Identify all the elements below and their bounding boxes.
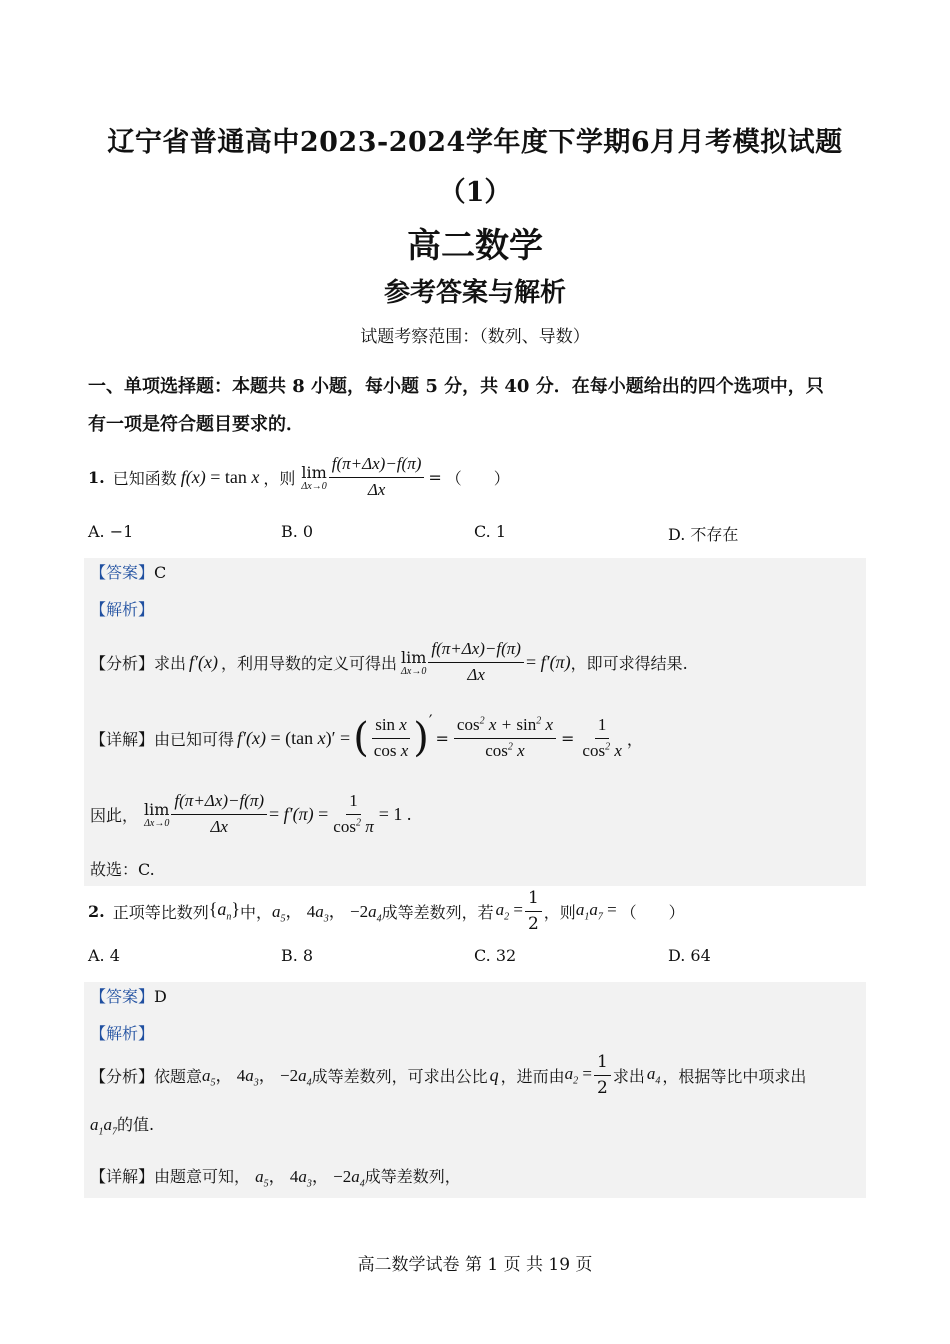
answer-blank: （ ） bbox=[620, 902, 685, 922]
q2-option-a: A. 4 bbox=[88, 946, 120, 965]
section-heading-line1: 一、单项选择题：本题共 8 小题，每小题 5 分，共 40 分．在每小题给出的四个选项中，只 bbox=[88, 376, 824, 397]
fenxi-text-f: 的值. bbox=[117, 1115, 155, 1134]
fenxi-text-e: ，根据等比中项求出 bbox=[662, 1066, 807, 1086]
q1-answer bbox=[90, 560, 166, 583]
exam-scope: 试题考察范围：（数列、导数） bbox=[360, 327, 590, 347]
q2-detail: 【详解】由题意可知， $a_5$， $4a_3$， $-2a_4$成等差数列， bbox=[90, 1167, 461, 1190]
answer-value: D bbox=[154, 987, 167, 1006]
detail-text-b: 成等差数列， bbox=[364, 1167, 461, 1186]
detail-text-a: 由已知可得 bbox=[154, 729, 235, 749]
fenxi-text-a: 求出 bbox=[154, 653, 187, 673]
question-number: 2. bbox=[88, 901, 105, 921]
q2-answer bbox=[90, 984, 167, 1007]
page-footer: 高二数学试卷 第 1 页 共 19 页 bbox=[357, 1255, 593, 1275]
fenxi-tag: 【分析】 bbox=[90, 653, 155, 673]
answer-tag: 【答案】 bbox=[90, 987, 155, 1006]
limit-symbol: lim Δx→0 bbox=[301, 462, 327, 492]
therefore-text: 因此， bbox=[90, 805, 139, 825]
q1-option-c: C. 1 bbox=[474, 522, 507, 541]
q1-choice: 故选：C. bbox=[90, 860, 155, 879]
q1-solution-box bbox=[84, 558, 866, 886]
q2-fenxi: 【分析】 依题意 $a_5$， $4a_3$， $-2a_4$ 成等差数列，可求出公比 q ，进而由 $a_2$ = $\frac{1}{2}$ 求出 $a_4$ ，根据等比中项求出 bbox=[90, 1052, 807, 1098]
q2-option-d: D. 64 bbox=[668, 946, 711, 965]
question-number: 1. bbox=[88, 467, 105, 487]
q1-option-d: D. 不存在 bbox=[668, 525, 739, 544]
subject-title: 高二数学 bbox=[407, 226, 543, 266]
answer-tag: 【答案】 bbox=[90, 563, 155, 582]
q1-option-b: B. 0 bbox=[281, 522, 314, 541]
analysis-tag: 【解析】 bbox=[90, 1024, 155, 1043]
question-1-stem: 1. 已知函数 f(x) = tan x ，则 lim Δx→0 $\frac{f(\pi+\Delta x)-f(\pi)}{\Delta x}$ = （ ） bbox=[88, 454, 510, 499]
answer-value: C bbox=[154, 563, 167, 582]
fenxi-tag: 【分析】 bbox=[90, 1066, 155, 1086]
q2-stem-text-a: 正项等比数列 bbox=[112, 902, 209, 922]
fenxi-text-c: ，即可求得结果. bbox=[570, 653, 688, 673]
exam-title-number: （1） bbox=[438, 177, 512, 208]
q1-fenxi: 【分析】 求出 f′(x) ，利用导数的定义可得出 lim Δx→0 $\frac{f(\pi+\Delta x)-f(\pi)}{\Delta x}$ = f′(π) ，即可求得结果. bbox=[90, 639, 688, 684]
question-2-stem: 2. 正项等比数列 $\{a_n\}$ 中， $a_5$， $4a_3$， $-2a_4$ 成等差数列，若 $a_2$ = $\frac{1}{2}$ ，则 $a_1a_7$ = （ ） bbox=[88, 888, 685, 934]
q1-stem-text2: ，则 bbox=[263, 468, 296, 488]
q2-option-b: B. 8 bbox=[281, 946, 314, 965]
exam-title: 辽宁省普通高中2023-2024学年度下学期6月月考模拟试题 bbox=[107, 127, 843, 158]
detail-tag: 【详解】 bbox=[90, 1167, 155, 1186]
q1-option-a: A. −1 bbox=[88, 522, 134, 541]
detail-text-a: 由题意可知， bbox=[154, 1167, 251, 1186]
fenxi-text-c: ，进而由 bbox=[500, 1066, 565, 1086]
fenxi-text-b: 成等差数列，可求出公比 bbox=[311, 1066, 488, 1086]
q2-fenxi-line2: $a_1a_7$的值. bbox=[90, 1115, 155, 1138]
q1-detail: 【详解】 由已知可得 f′(x) = (tan x)′ = ( $\frac{\text{sin x}}{\text{cos x}}$ ) ′ = $\frac{\cos^2 x + \sin^2 x}{\cos^2 x}$ = $\frac{1}{\cos^2 x}$ ， bbox=[90, 710, 643, 761]
q2-stem-text-d: ，则 bbox=[543, 902, 576, 922]
q1-limit-fraction: $\frac{f(\pi+\Delta x)-f(\pi)}{\Delta x}$ bbox=[329, 454, 425, 500]
answer-subtitle: 参考答案与解析 bbox=[383, 278, 566, 308]
section-heading-line2: 有一项是符合题目要求的． bbox=[88, 414, 304, 435]
section-heading bbox=[88, 368, 858, 444]
answer-blank: （ ） bbox=[445, 468, 510, 488]
q2-option-c: C. 32 bbox=[474, 946, 517, 965]
q1-function: f(x) = tan x bbox=[180, 466, 260, 487]
q2-stem-text-c: 成等差数列，若 bbox=[381, 902, 494, 922]
q1-conclusion-formula: 因此， lim Δx→0 $\frac{f(\pi+\Delta x)-f(\pi)}{\Delta x}$ = f′(π) = $\frac{1}{\cos^2 \pi}$ = 1 . bbox=[90, 791, 412, 836]
q1-stem-text: 已知函数 bbox=[112, 468, 177, 488]
fenxi-text-d: 求出 bbox=[612, 1066, 645, 1086]
q2-solution-box bbox=[84, 982, 866, 1198]
analysis-tag: 【解析】 bbox=[90, 600, 155, 619]
q2-stem-text-b: 中， bbox=[240, 902, 273, 922]
detail-tag: 【详解】 bbox=[90, 729, 155, 749]
fenxi-text-b: ，利用导数的定义可得出 bbox=[220, 653, 397, 673]
fenxi-text-a: 依题意 bbox=[154, 1066, 203, 1086]
